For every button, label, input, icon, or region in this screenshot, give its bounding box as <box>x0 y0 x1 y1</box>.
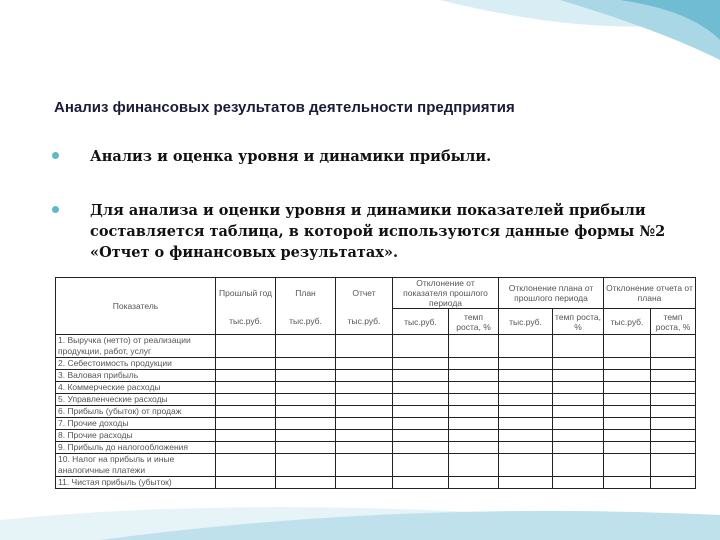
unit: темп роста, % <box>651 309 696 335</box>
value-cell <box>216 442 276 454</box>
header-report: Отчет <box>336 278 393 309</box>
value-cell <box>604 382 651 394</box>
value-cell <box>216 335 276 358</box>
value-cell <box>276 335 336 358</box>
value-cell <box>276 430 336 442</box>
bullet-icon <box>52 152 59 159</box>
unit: тыс.руб. <box>499 309 553 335</box>
value-cell <box>336 370 393 382</box>
profit-analysis-table <box>55 277 696 489</box>
value-cell <box>651 406 696 418</box>
table-row <box>56 358 696 370</box>
value-cell <box>651 335 696 358</box>
value-cell <box>604 394 651 406</box>
value-cell <box>216 418 276 430</box>
row-label: 8. Прочие расходы <box>56 430 216 442</box>
value-cell <box>553 454 604 477</box>
value-cell <box>336 358 393 370</box>
value-cell <box>393 394 449 406</box>
value-cell <box>553 430 604 442</box>
value-cell <box>216 477 276 489</box>
value-cell <box>553 406 604 418</box>
value-cell <box>393 442 449 454</box>
row-label: 3. Валовая прибыль <box>56 370 216 382</box>
unit: тыс.руб. <box>216 309 276 335</box>
value-cell <box>604 358 651 370</box>
value-cell <box>499 370 553 382</box>
row-label: 11. Чистая прибыль (убыток) <box>56 477 216 489</box>
value-cell <box>216 382 276 394</box>
value-cell <box>553 382 604 394</box>
value-cell <box>216 454 276 477</box>
value-cell <box>651 382 696 394</box>
header-deviation-report-plan: Отклонение отчета от плана <box>604 278 696 309</box>
value-cell <box>499 358 553 370</box>
value-cell <box>276 382 336 394</box>
row-label: 5. Управленческие расходы <box>56 394 216 406</box>
value-cell <box>449 406 499 418</box>
unit: тыс.руб. <box>393 309 449 335</box>
row-label: 2. Себестоимость продукции <box>56 358 216 370</box>
value-cell <box>604 477 651 489</box>
table-row <box>56 406 696 418</box>
value-cell <box>651 430 696 442</box>
value-cell <box>553 418 604 430</box>
value-cell <box>449 477 499 489</box>
bullet-item: Для анализа и оценки уровня и динамики показателей прибыли составляется таблица, в которой используются данные формы №2 «Отчет о финансовых результатах». <box>52 200 682 263</box>
table-row <box>56 418 696 430</box>
value-cell <box>604 406 651 418</box>
table-row <box>56 370 696 382</box>
table-row <box>56 477 696 489</box>
header-indicator: Показатель <box>56 278 216 335</box>
value-cell <box>651 477 696 489</box>
value-cell <box>449 394 499 406</box>
row-label: 10. Налог на прибыль и иные аналогичные платежи <box>56 454 216 477</box>
value-cell <box>336 477 393 489</box>
unit: темп роста, % <box>449 309 499 335</box>
value-cell <box>216 358 276 370</box>
value-cell <box>336 418 393 430</box>
value-cell <box>393 370 449 382</box>
value-cell <box>449 430 499 442</box>
value-cell <box>336 335 393 358</box>
table-row <box>56 454 696 477</box>
unit: тыс.руб. <box>276 309 336 335</box>
value-cell <box>393 335 449 358</box>
table-row <box>56 394 696 406</box>
value-cell <box>499 382 553 394</box>
value-cell <box>393 406 449 418</box>
value-cell <box>276 442 336 454</box>
value-cell <box>276 477 336 489</box>
table-row <box>56 335 696 358</box>
value-cell <box>449 454 499 477</box>
table-row <box>56 430 696 442</box>
value-cell <box>651 370 696 382</box>
value-cell <box>276 454 336 477</box>
row-label: 4. Коммерческие расходы <box>56 382 216 394</box>
header-prev-year: Прошлый год <box>216 278 276 309</box>
value-cell <box>499 394 553 406</box>
row-label: 9. Прибыль до налогообложения <box>56 442 216 454</box>
header-deviation-plan-prev: Отклонение плана от прошлого периода <box>499 278 604 309</box>
value-cell <box>553 442 604 454</box>
value-cell <box>651 442 696 454</box>
value-cell <box>276 370 336 382</box>
row-label: 1. Выручка (нетто) от реализации продукции, работ, услуг <box>56 335 216 358</box>
value-cell <box>216 430 276 442</box>
row-label: 6. Прибыль (убыток) от продаж <box>56 406 216 418</box>
value-cell <box>553 477 604 489</box>
header-plan: План <box>276 278 336 309</box>
value-cell <box>651 394 696 406</box>
value-cell <box>336 442 393 454</box>
bullet-icon <box>52 206 59 213</box>
value-cell <box>449 418 499 430</box>
value-cell <box>499 454 553 477</box>
unit: тыс.руб. <box>604 309 651 335</box>
value-cell <box>393 358 449 370</box>
value-cell <box>393 430 449 442</box>
value-cell <box>449 335 499 358</box>
value-cell <box>604 335 651 358</box>
value-cell <box>336 406 393 418</box>
value-cell <box>553 335 604 358</box>
value-cell <box>499 418 553 430</box>
value-cell <box>651 454 696 477</box>
value-cell <box>276 394 336 406</box>
value-cell <box>499 442 553 454</box>
slide-title: Анализ финансовых результатов деятельности предприятия <box>54 99 515 116</box>
value-cell <box>276 358 336 370</box>
value-cell <box>604 442 651 454</box>
value-cell <box>216 406 276 418</box>
value-cell <box>393 418 449 430</box>
table-row <box>56 442 696 454</box>
value-cell <box>336 394 393 406</box>
header-deviation-prev: Отклонение от показателя прошлого периода <box>393 278 499 309</box>
value-cell <box>449 382 499 394</box>
value-cell <box>449 442 499 454</box>
value-cell <box>553 394 604 406</box>
unit: тыс.руб. <box>336 309 393 335</box>
value-cell <box>393 477 449 489</box>
value-cell <box>499 335 553 358</box>
value-cell <box>651 358 696 370</box>
value-cell <box>499 477 553 489</box>
value-cell <box>216 370 276 382</box>
table-row <box>56 382 696 394</box>
value-cell <box>393 454 449 477</box>
value-cell <box>276 406 336 418</box>
value-cell <box>499 430 553 442</box>
value-cell <box>449 370 499 382</box>
value-cell <box>651 418 696 430</box>
value-cell <box>553 358 604 370</box>
unit: темп роста, % <box>553 309 604 335</box>
bullet-item: Анализ и оценка уровня и динамики прибыли. <box>52 146 682 167</box>
value-cell <box>336 454 393 477</box>
value-cell <box>393 382 449 394</box>
value-cell <box>553 370 604 382</box>
value-cell <box>276 418 336 430</box>
value-cell <box>499 406 553 418</box>
value-cell <box>604 418 651 430</box>
row-label: 7. Прочие доходы <box>56 418 216 430</box>
value-cell <box>604 454 651 477</box>
value-cell <box>216 394 276 406</box>
value-cell <box>449 358 499 370</box>
value-cell <box>336 382 393 394</box>
value-cell <box>604 370 651 382</box>
value-cell <box>604 430 651 442</box>
value-cell <box>336 430 393 442</box>
